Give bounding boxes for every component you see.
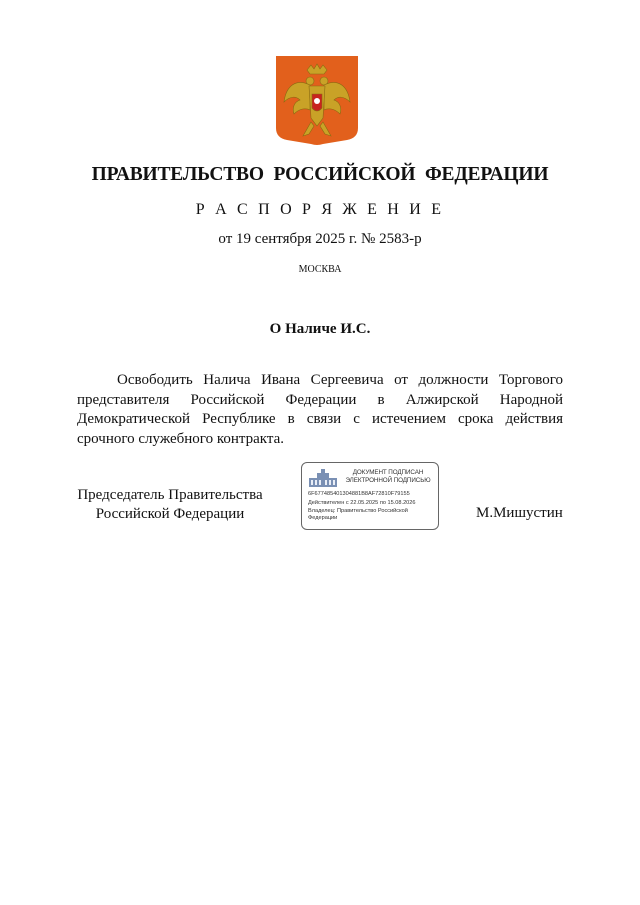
stamp-owner: Владелец: Правительство Российской Федерации	[308, 508, 408, 521]
signatory-title-line1: Председатель Правительства	[77, 487, 263, 503]
stamp-validity: Действителен с 22.05.2025 по 15.08.2026	[308, 500, 416, 506]
signatory-title	[70, 486, 270, 524]
city-label: МОСКВА	[298, 264, 342, 275]
signatory-name: М.Мишустин	[476, 505, 563, 521]
date-number-line: от 19 сентября 2025 г. № 2583-р	[218, 231, 422, 247]
document-subject: О Наличе И.С.	[269, 321, 371, 337]
stamp-title-line2: ЭЛЕКТРОННОЙ ПОДПИСЬЮ	[345, 477, 431, 484]
government-building-icon	[308, 469, 338, 487]
document-type: Р А С П О Р Я Ж Е Н И Е	[195, 201, 445, 218]
order-paragraph: Освободить Налича Ивана Сергеевича от должности Торгового представителя Российской Федерации в Алжирской Народной Демократической Республике в связи с истечением срока действия срочного служебного контракта.	[77, 372, 563, 447]
stamp-title-line1: ДОКУМЕНТ ПОДПИСАН	[352, 469, 424, 476]
russian-coat-of-arms-icon	[276, 56, 358, 146]
stamp-title	[340, 469, 436, 485]
electronic-signature-stamp	[301, 462, 439, 530]
government-heading: ПРАВИТЕЛЬСТВО РОССИЙСКОЙ ФЕДЕРАЦИИ	[91, 164, 549, 185]
stamp-certificate: 6F677485401304881B8AF72810F79155	[308, 491, 410, 497]
signatory-title-line2: Российской Федерации	[95, 506, 245, 522]
